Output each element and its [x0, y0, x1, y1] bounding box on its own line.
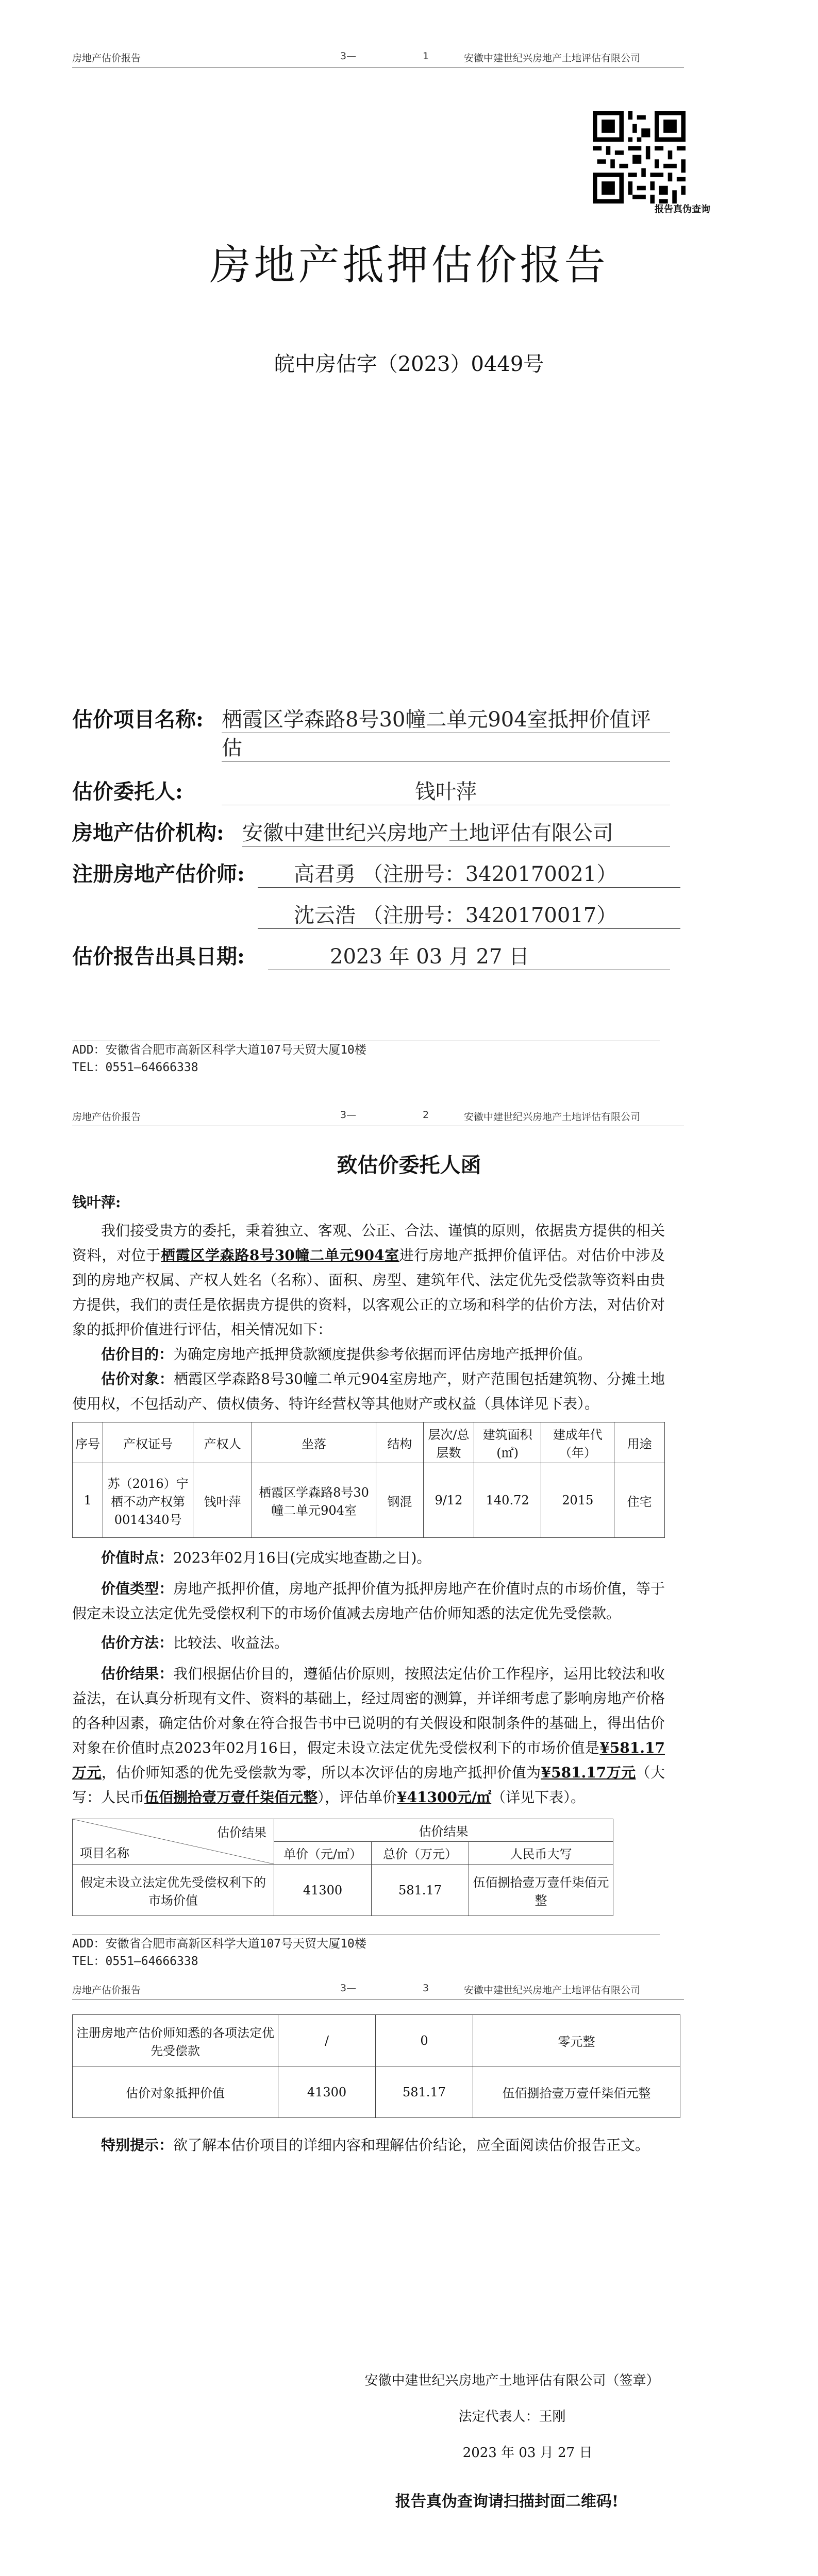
header-page-number: 1 — [423, 50, 429, 62]
verify-note: 报告真伪查询请扫描封面二维码! — [395, 2493, 619, 2511]
result-row-name: 注册房地产估价师知悉的各项法定优先受偿款 — [73, 2015, 278, 2066]
object-paragraph — [72, 1367, 665, 1416]
property-header-cell: 结构 — [376, 1422, 423, 1463]
intro-c: 进行房地产抵押价值评估。对估价中涉及到的房地产权属、产权人姓名（名称）、面积、房型、建筑年代、法定优先受偿款等资料由贵方提供，我们的责任是依据贵方提供的资料，以客观公正的立场和科学的估价方法，对估价对象的抵押价值进行评估，相关情况如下： — [72, 1247, 665, 1338]
result-row-unit: / — [278, 2015, 376, 2066]
property-cell: 9/12 — [424, 1463, 474, 1538]
page-footer — [72, 1041, 660, 1076]
page-header — [72, 1105, 684, 1126]
cover-page — [0, 0, 818, 1074]
result-row-total: 581.17 — [372, 1865, 469, 1916]
result-row-unit: 41300 — [274, 1865, 372, 1916]
header-left: 房地产估价报告 — [72, 1985, 141, 1996]
property-cell: 钱叶萍 — [193, 1463, 252, 1538]
qr-caption: 报告真伪查询 — [655, 204, 710, 215]
footer-address: ADD：安徽省合肥市高新区科学大道107号天贸大厦10楼 — [72, 1937, 366, 1951]
page-header — [72, 46, 684, 67]
table-row — [73, 1865, 613, 1916]
date-value: 2023 年 03 月 27 日 — [268, 940, 670, 970]
intro-a: 我们接受贵方的委托，秉着独立、客观、公正、合法、谨慎的原则，依据贵方提供的相关资料，对位于 — [72, 1222, 665, 1264]
result-e: （大写：人民币 — [72, 1764, 665, 1806]
property-cell: 140.72 — [474, 1463, 541, 1538]
result-row-total: 581.17 — [376, 2066, 473, 2118]
table-row — [73, 2066, 680, 2118]
date-label: 估价报告出具日期: — [72, 944, 245, 969]
valuedate-text: 2023年02月16日(完成实地查勘之日)。 — [173, 1549, 431, 1566]
header-left: 房地产估价报告 — [72, 1111, 141, 1123]
result-g: ），评估单价 — [318, 1789, 397, 1806]
property-header-cell: 层次/总层数 — [424, 1422, 474, 1463]
page-header — [72, 1978, 684, 1999]
property-header-cell: 产权证号 — [103, 1422, 193, 1463]
special-label: 特别提示： — [101, 2137, 174, 2154]
result-table-continued — [72, 2014, 680, 2118]
header-page-number: 2 — [423, 1109, 429, 1121]
result-mortgage-value: ¥581.17万元 — [541, 1764, 636, 1781]
appraiser-label: 注册房地产估价师: — [72, 862, 245, 886]
continuation-page — [0, 1978, 818, 2576]
table-row — [73, 2015, 680, 2066]
header-mid: 3— — [340, 50, 357, 62]
col-unit-price: 单价（元/㎡） — [274, 1842, 372, 1865]
purpose-paragraph — [72, 1342, 665, 1367]
qr-code-icon[interactable] — [593, 111, 686, 204]
result-row-upper: 伍佰捌拾壹万壹仟柒佰元整 — [473, 2066, 680, 2118]
header-mid: 3— — [340, 1109, 357, 1121]
result-row-name: 假定未设立法定优先受偿权利下的市场价值 — [73, 1865, 274, 1916]
result-i: （详见下表）。 — [491, 1789, 586, 1806]
result-row-total: 0 — [376, 2015, 473, 2066]
intro-address: 栖霞区学森路8号30幢二单元904室 — [160, 1247, 399, 1264]
property-table — [72, 1422, 665, 1538]
result-row-unit: 41300 — [278, 2066, 376, 2118]
result-a: 我们根据估价目的，遵循估价原则，按照法定估价工作程序，运用比较法和收益法，在认真分析现有文件、资料的基础上，经过周密的测算，并详细考虑了影响房地产价格的各种因素，确定估价对象在符合报告书中已说明的有关假设和限制条件的基础上，得出估价对象在价值时点2023年02月16日，假定未设立法定优先受偿权利下的市场价值是 — [72, 1665, 665, 1756]
footer-tel: TEL：0551—64666338 — [72, 1061, 198, 1074]
result-header-group: 估价结果 — [274, 1819, 613, 1842]
intro-paragraph — [72, 1218, 665, 1342]
col-total-price: 总价（万元） — [372, 1842, 469, 1865]
purpose-text: 为确定房地产抵押贷款额度提供参考依据而评估房地产抵押价值。 — [173, 1346, 592, 1363]
signer-company: 安徽中建世纪兴房地产土地评估有限公司（签章） — [364, 2373, 660, 2388]
property-header-cell: 产权人 — [193, 1422, 252, 1463]
signer-date: 2023 年 03 月 27 日 — [462, 2445, 593, 2461]
header-mid: 3— — [340, 1982, 357, 1994]
result-header-diagonal — [73, 1819, 274, 1865]
object-text: 栖霞区学森路8号30幢二单元904室房地产，财产范围包括建筑物、分摊土地使用权，不包括动产、债权债务、特许经营权等其他财产或权益（具体详见下表）。 — [72, 1370, 665, 1412]
property-cell: 钢混 — [376, 1463, 423, 1538]
header-company: 安徽中建世纪兴房地产土地评估有限公司 — [464, 53, 641, 64]
result-c: ，估价师知悉的优先受偿款为零，所以本次评估的房地产抵押价值为 — [101, 1764, 541, 1781]
header-page-number: 3 — [423, 1982, 429, 1994]
property-cell: 苏（2016）宁栖不动产权第0014340号 — [103, 1463, 193, 1538]
result-row-name: 估价对象抵押价值 — [73, 2066, 278, 2118]
result-header-item: 项目名称 — [80, 1846, 129, 1860]
appraiser-1: 高君勇 （注册号：3420170021） — [258, 858, 680, 888]
salutation — [72, 1190, 665, 1215]
org-value: 安徽中建世纪兴房地产土地评估有限公司 — [242, 817, 670, 846]
header-company: 安徽中建世纪兴房地产土地评估有限公司 — [464, 1111, 641, 1123]
result-label: 估价结果： — [101, 1665, 174, 1682]
property-cell: 住宅 — [614, 1463, 665, 1538]
project-value: 栖霞区学森路8号30幢二单元904室抵押价值评 — [222, 703, 670, 733]
result-upper: 伍佰捌拾壹万壹仟柒佰元整 — [144, 1789, 318, 1806]
object-label: 估价对象： — [101, 1370, 174, 1387]
appraiser-2: 沈云浩 （注册号：3420170017） — [258, 899, 680, 929]
method-text: 比较法、收益法。 — [173, 1634, 289, 1651]
footer-address: ADD：安徽省合肥市高新区科学大道107号天贸大厦10楼 — [72, 1043, 366, 1057]
result-row-upper: 零元整 — [473, 2015, 680, 2066]
property-header-cell: 用途 — [614, 1422, 665, 1463]
page-footer — [72, 1935, 660, 1970]
salutation-text: 钱叶萍: — [72, 1194, 121, 1211]
project-value-cont: 估 — [222, 732, 670, 761]
result-table — [72, 1819, 613, 1916]
purpose-label: 估价目的： — [101, 1346, 174, 1363]
valuetype-text: 房地产抵押价值，房地产抵押价值为抵押房地产在价值时点的市场价值，等于假定未设立法定优先受偿权利下的市场价值减去房地产估价师知悉的法定优先受偿款。 — [72, 1580, 665, 1622]
org-label: 房地产估价机构: — [72, 821, 224, 845]
method-label: 估价方法： — [101, 1634, 174, 1651]
property-header-cell: 坐落 — [252, 1422, 376, 1463]
special-text: 欲了解本估价项目的详细内容和理解估价结论，应全面阅读估价报告正文。 — [173, 2137, 650, 2154]
result-unit-price: ¥41300元/㎡ — [397, 1789, 492, 1806]
valuetype-paragraph — [72, 1577, 665, 1626]
result-header-top: 估价结果 — [217, 1825, 266, 1840]
property-cell: 栖霞区学森路8号30幢二单元904室 — [252, 1463, 376, 1538]
client-value: 钱叶萍 — [222, 775, 670, 805]
result-market-value: ¥581.17万元 — [72, 1739, 665, 1781]
property-header-cell: 建成年代（年） — [541, 1422, 614, 1463]
client-label: 估价委托人: — [72, 779, 183, 804]
letter-title: 致估价委托人函 — [337, 1153, 481, 1177]
project-label: 估价项目名称: — [72, 707, 204, 732]
result-paragraph — [72, 1662, 665, 1810]
property-header-cell: 建筑面积(㎡) — [474, 1422, 541, 1463]
special-paragraph — [72, 2133, 665, 2158]
valuedate-label: 价值时点： — [101, 1549, 174, 1566]
valuedate-paragraph — [72, 1546, 665, 1570]
signer-representative: 法定代表人：王刚 — [458, 2409, 566, 2425]
footer-tel: TEL：0551—64666338 — [72, 1955, 198, 1968]
valuetype-label: 价值类型： — [101, 1580, 174, 1597]
col-upper: 人民币大写 — [469, 1842, 613, 1865]
header-left: 房地产估价报告 — [72, 53, 141, 64]
document-number: 皖中房估字（2023）0449号 — [274, 352, 544, 376]
table-row — [73, 1463, 665, 1538]
property-header-cell: 序号 — [73, 1422, 103, 1463]
property-cell: 2015 — [541, 1463, 614, 1538]
result-row-upper: 伍佰捌拾壹万壹仟柒佰元整 — [469, 1865, 613, 1916]
report-title: 房地产抵押估价报告 — [209, 241, 609, 289]
property-cell: 1 — [73, 1463, 103, 1538]
method-paragraph — [72, 1631, 665, 1655]
header-company: 安徽中建世纪兴房地产土地评估有限公司 — [464, 1985, 641, 1996]
